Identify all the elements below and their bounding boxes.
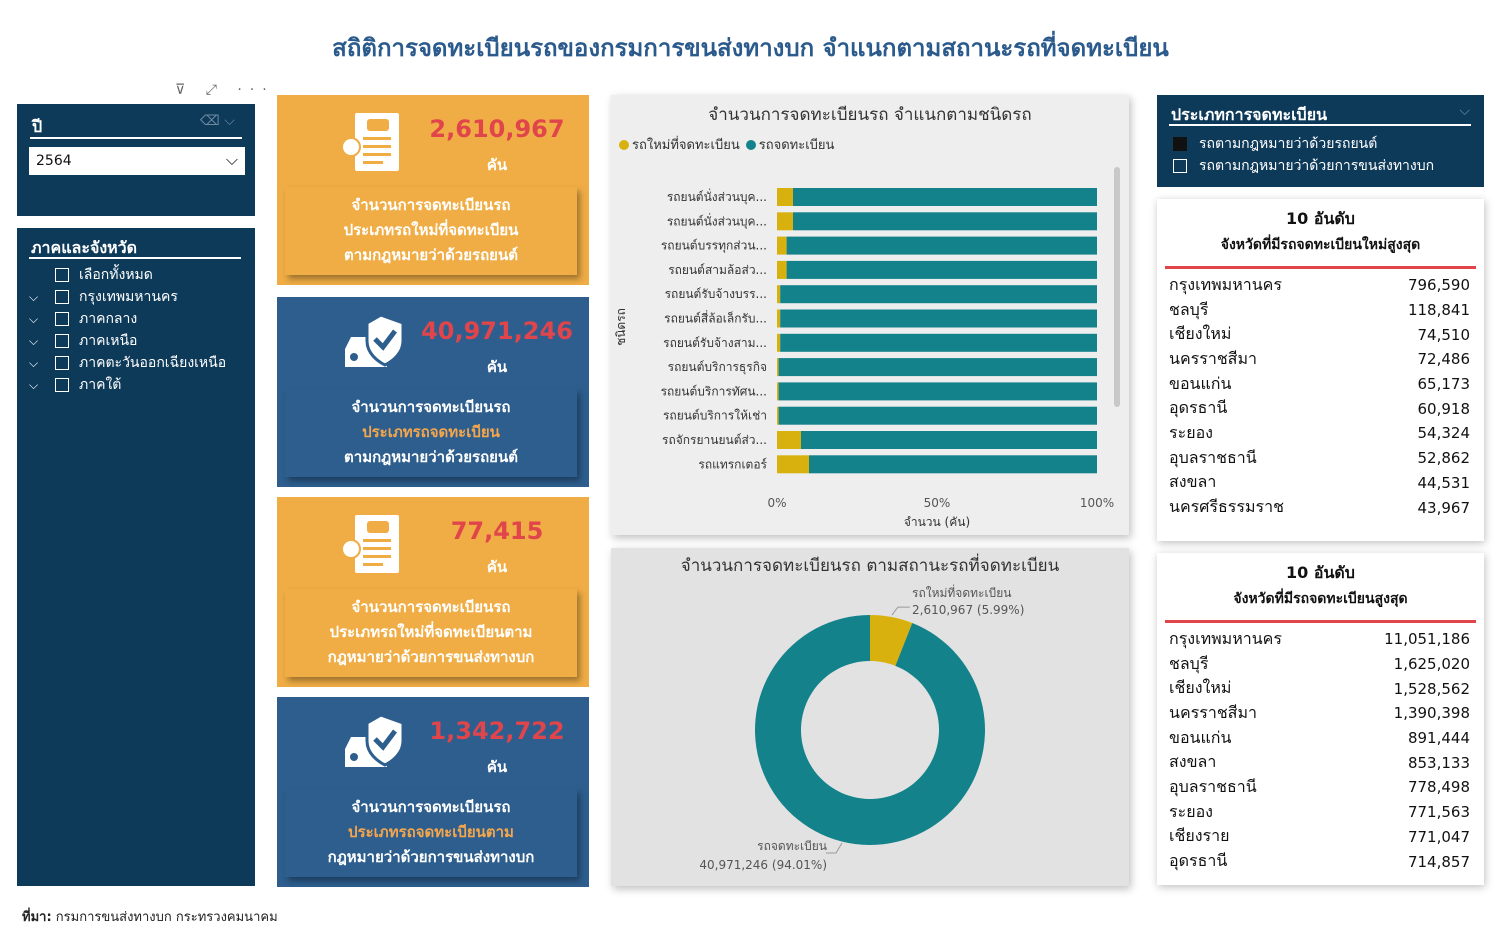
kpi-unit: คัน bbox=[486, 358, 508, 376]
kpi-desc-line3: ตามกฎหมายว่าด้วยรถยนต์ bbox=[344, 246, 518, 264]
top10-new-heading: 10 อันดับ bbox=[1286, 209, 1355, 228]
table-row bbox=[1157, 372, 1484, 397]
kpi-description bbox=[285, 589, 577, 677]
table-row bbox=[1157, 495, 1484, 520]
vehicle-type-bar-chart[interactable] bbox=[611, 95, 1129, 535]
y-tick-label: รถยนต์บรรทุกส่วน... bbox=[660, 238, 767, 253]
registration-count: 891,444 bbox=[1407, 729, 1470, 748]
kpi-desc-line1: จำนวนการจดทะเบียนรถ bbox=[351, 598, 511, 616]
registration-count: 44,531 bbox=[1417, 473, 1470, 492]
table-row bbox=[1157, 421, 1484, 446]
bar-new[interactable] bbox=[777, 455, 809, 473]
region-item-label: ภาคกลาง bbox=[79, 311, 138, 327]
province-name: เชียงใหม่ bbox=[1169, 324, 1232, 344]
region-item[interactable] bbox=[29, 352, 226, 374]
kpi-desc-line3: กฎหมายว่าด้วยการขนส่งทางบก bbox=[327, 848, 535, 866]
leader-line bbox=[826, 843, 842, 853]
certificate-icon bbox=[337, 509, 409, 581]
checkbox[interactable] bbox=[55, 356, 69, 370]
bar-registered[interactable] bbox=[793, 212, 1097, 230]
x-tick-label: 50% bbox=[923, 496, 951, 510]
type-option-transport-act[interactable]: รถตามกฎหมายว่าด้วยการขนส่งทางบก bbox=[1173, 155, 1434, 177]
region-slicer-label: ภาคและจังหวัด bbox=[31, 238, 138, 257]
kpi-value: 77,415 bbox=[450, 517, 544, 545]
divider bbox=[1165, 620, 1476, 623]
y-tick-label: รถยนต์นั่งส่วนบุค... bbox=[666, 190, 767, 204]
region-item[interactable] bbox=[29, 308, 226, 330]
kpi-desc-line2: ประเภทรถใหม่ที่จดทะเบียนตาม bbox=[329, 623, 533, 641]
x-tick-label: 0% bbox=[767, 496, 787, 510]
bar-new[interactable] bbox=[777, 285, 780, 303]
province-name: กรุงเทพมหานคร bbox=[1169, 628, 1282, 648]
bar-chart-canvas bbox=[611, 95, 1129, 535]
donut-chart-title: จำนวนการจดทะเบียนรถ ตามสถานะรถที่จดทะเบียน bbox=[680, 556, 1060, 576]
bar-new[interactable] bbox=[777, 212, 793, 230]
table-row bbox=[1157, 396, 1484, 421]
legend-item-new[interactable]: รถใหม่ที่จดทะเบียน bbox=[619, 134, 740, 155]
chevron-down-icon: ⌵ bbox=[225, 150, 238, 169]
bar-registered[interactable] bbox=[779, 358, 1097, 376]
registration-count: 52,862 bbox=[1417, 449, 1470, 468]
province-name: ขอนแก่น bbox=[1169, 727, 1232, 747]
registration-count: 1,390,398 bbox=[1393, 704, 1470, 723]
table-row bbox=[1157, 849, 1484, 874]
bar-new[interactable] bbox=[777, 188, 793, 206]
checkbox[interactable] bbox=[55, 268, 69, 282]
divider bbox=[1169, 124, 1471, 126]
kpi-card bbox=[277, 497, 589, 687]
donut-chart-canvas bbox=[611, 548, 1129, 886]
bar-new[interactable] bbox=[777, 237, 787, 255]
table-row bbox=[1157, 750, 1484, 775]
checkbox-checked[interactable] bbox=[1173, 137, 1187, 151]
region-item-label: ภาคใต้ bbox=[79, 377, 122, 393]
bar-registered[interactable] bbox=[779, 382, 1097, 400]
chevron-down-icon[interactable]: ⌵ bbox=[29, 377, 39, 392]
page-title: สถิติการจดทะเบียนรถของกรมการขนส่งทางบก จำแนกตามสถานะรถที่จดทะเบียน bbox=[332, 34, 1169, 62]
kpi-unit: คัน bbox=[486, 558, 508, 576]
top10-new-subheading: จังหวัดที่มีรถจดทะเบียนใหม่สูงสุด bbox=[1220, 237, 1421, 253]
source-note bbox=[22, 906, 278, 927]
top10-new-table bbox=[1157, 199, 1484, 541]
top10-all-heading: 10 อันดับ bbox=[1286, 563, 1355, 582]
kpi-desc-line1: จำนวนการจดทะเบียนรถ bbox=[351, 798, 511, 816]
table-row bbox=[1157, 825, 1484, 850]
table-row bbox=[1157, 347, 1484, 372]
registration-count: 1,625,020 bbox=[1393, 655, 1470, 674]
province-name: สงขลา bbox=[1169, 752, 1217, 772]
province-name: ระยอง bbox=[1169, 801, 1213, 821]
province-name: นครศรีธรรมราช bbox=[1169, 497, 1284, 517]
bar-registered[interactable] bbox=[787, 261, 1097, 279]
x-axis-label: จำนวน (คัน) bbox=[903, 515, 971, 529]
province-name: นครราชสีมา bbox=[1169, 702, 1257, 722]
chevron-down-icon[interactable]: ⌵ bbox=[29, 355, 39, 370]
bar-registered[interactable] bbox=[780, 310, 1097, 328]
table-row bbox=[1157, 273, 1484, 298]
y-tick-label: รถยนต์สี่ล้อเล็กรับ... bbox=[664, 311, 767, 326]
bar-new[interactable] bbox=[777, 310, 780, 328]
province-name: ชลบุรี bbox=[1169, 653, 1209, 673]
table-row bbox=[1157, 446, 1484, 471]
table-row bbox=[1157, 652, 1484, 677]
kpi-description bbox=[285, 187, 577, 275]
bar-registered[interactable] bbox=[809, 455, 1097, 473]
region-item[interactable] bbox=[29, 286, 226, 308]
registration-count: 771,563 bbox=[1407, 803, 1470, 822]
bar-registered[interactable] bbox=[793, 188, 1097, 206]
bar-new[interactable] bbox=[777, 334, 780, 352]
y-tick-label: รถยนต์รับจ้างบรร... bbox=[664, 287, 767, 302]
region-item-label: กรุงเทพมหานคร bbox=[79, 289, 178, 305]
x-tick-label: 100% bbox=[1079, 496, 1115, 510]
checkbox[interactable] bbox=[1173, 159, 1187, 173]
y-tick-label: รถยนต์บริการให้เช่า bbox=[662, 408, 767, 423]
registration-count: 65,173 bbox=[1417, 375, 1470, 394]
kpi-unit: คัน bbox=[486, 156, 508, 174]
table-row bbox=[1157, 627, 1484, 652]
province-name: อุดรธานี bbox=[1169, 851, 1228, 871]
kpi-card bbox=[277, 297, 589, 487]
region-item[interactable] bbox=[29, 374, 226, 396]
legend-item-registered[interactable]: รถจดทะเบียน bbox=[746, 134, 835, 155]
kpi-card bbox=[277, 95, 589, 285]
checkbox[interactable] bbox=[55, 290, 69, 304]
leader-line bbox=[892, 607, 910, 615]
table-row bbox=[1157, 298, 1484, 323]
slice-value-registered: 40,971,246 (94.01%) bbox=[699, 858, 827, 872]
region-slicer bbox=[17, 228, 255, 886]
registration-count: 60,918 bbox=[1417, 399, 1470, 418]
car-shield-icon bbox=[337, 309, 409, 381]
divider bbox=[1165, 266, 1476, 269]
registration-count: 714,857 bbox=[1407, 852, 1470, 871]
bar-registered[interactable] bbox=[780, 334, 1097, 352]
source-label: ที่มา: bbox=[22, 910, 52, 925]
y-tick-label: รถจักรยานยนต์ส่ว... bbox=[662, 433, 767, 447]
eraser-icon[interactable]: ⌫ ⌵ bbox=[200, 113, 235, 129]
table-row bbox=[1157, 471, 1484, 496]
y-tick-label: รถยนต์บริการทัศน... bbox=[660, 384, 767, 399]
province-name: เชียงราย bbox=[1169, 826, 1230, 846]
table-row bbox=[1157, 726, 1484, 751]
registration-count: 43,967 bbox=[1417, 498, 1470, 517]
bar-registered[interactable] bbox=[779, 407, 1097, 425]
table-row bbox=[1157, 775, 1484, 800]
kpi-card bbox=[277, 697, 589, 887]
kpi-desc-line2: ประเภทรถจดทะเบียน bbox=[362, 423, 500, 441]
registration-count: 74,510 bbox=[1417, 325, 1470, 344]
bar-new[interactable] bbox=[777, 382, 779, 400]
bar-new[interactable] bbox=[777, 407, 779, 425]
region-item-label: เลือกทั้งหมด bbox=[79, 267, 153, 283]
province-name: อุบลราชธานี bbox=[1169, 776, 1257, 796]
kpi-description bbox=[285, 389, 577, 477]
checkbox[interactable] bbox=[55, 312, 69, 326]
registration-count: 118,841 bbox=[1407, 301, 1470, 320]
region-item[interactable] bbox=[29, 330, 226, 352]
year-dropdown[interactable] bbox=[29, 147, 245, 175]
province-name: เชียงใหม่ bbox=[1169, 678, 1232, 698]
chevron-down-icon[interactable]: ⌵ bbox=[29, 333, 39, 348]
divider bbox=[30, 137, 242, 139]
status-donut-chart[interactable] bbox=[611, 548, 1129, 886]
checkbox[interactable] bbox=[55, 334, 69, 348]
slice-value-new: 2,610,967 (5.99%) bbox=[912, 603, 1025, 617]
registration-type-label: ประเภทการจดทะเบียน bbox=[1171, 105, 1328, 124]
registration-count: 778,498 bbox=[1407, 778, 1470, 797]
chevron-down-icon[interactable]: ⌵ bbox=[29, 289, 39, 304]
bar-chart-scrollbar[interactable] bbox=[1114, 167, 1120, 407]
year-slicer bbox=[17, 104, 255, 216]
kpi-value: 40,971,246 bbox=[421, 317, 573, 345]
kpi-unit: คัน bbox=[486, 758, 508, 776]
region-list bbox=[29, 264, 226, 396]
kpi-value: 2,610,967 bbox=[429, 115, 565, 143]
registration-count: 796,590 bbox=[1407, 276, 1470, 295]
province-name: กรุงเทพมหานคร bbox=[1169, 274, 1282, 294]
region-item-label: ภาคตะวันออกเฉียงเหนือ bbox=[79, 355, 227, 371]
registration-type-slicer bbox=[1157, 95, 1484, 187]
bar-registered[interactable] bbox=[780, 285, 1097, 303]
kpi-desc-line1: จำนวนการจดทะเบียนรถ bbox=[351, 398, 511, 416]
year-dropdown-value: 2564 bbox=[36, 153, 72, 169]
slice-label-registered: รถจดทะเบียน bbox=[757, 839, 827, 853]
kpi-desc-line2: ประเภทรถใหม่ที่จดทะเบียน bbox=[343, 221, 519, 239]
slice-registered[interactable] bbox=[755, 615, 985, 845]
registration-count: 1,528,562 bbox=[1393, 679, 1470, 698]
visual-header-icons[interactable]: ⊽ ⤢ ··· bbox=[175, 82, 275, 98]
registration-count: 853,133 bbox=[1407, 753, 1470, 772]
kpi-desc-line2: ประเภทรถจดทะเบียนตาม bbox=[348, 823, 514, 841]
y-tick-label: รถยนต์รับจ้างสาม... bbox=[663, 335, 767, 350]
province-name: ขอนแก่น bbox=[1169, 373, 1232, 393]
region-item-label: ภาคเหนือ bbox=[79, 333, 138, 349]
kpi-desc-line3: ตามกฎหมายว่าด้วยรถยนต์ bbox=[344, 448, 518, 466]
province-name: ชลบุรี bbox=[1169, 299, 1209, 319]
bar-new[interactable] bbox=[777, 358, 779, 376]
region-item[interactable] bbox=[29, 264, 226, 286]
checkbox[interactable] bbox=[55, 378, 69, 392]
kpi-desc-line3: กฎหมายว่าด้วยการขนส่งทางบก bbox=[327, 648, 535, 666]
certificate-icon bbox=[337, 107, 409, 179]
bar-new[interactable] bbox=[777, 431, 801, 449]
registration-count: 72,486 bbox=[1417, 350, 1470, 369]
table-row bbox=[1157, 676, 1484, 701]
bar-registered[interactable] bbox=[787, 237, 1097, 255]
registration-count: 771,047 bbox=[1407, 827, 1470, 846]
chevron-down-icon[interactable]: ⌵ bbox=[1459, 103, 1470, 119]
bar-chart-title: จำนวนการจดทะเบียนรถ จำแนกตามชนิดรถ bbox=[708, 105, 1032, 125]
top10-all-subheading: จังหวัดที่มีรถจดทะเบียนสูงสุด bbox=[1233, 591, 1408, 607]
source-text: กรมการขนส่งทางบก กระทรวงคมนาคม bbox=[55, 910, 278, 925]
car-shield-icon bbox=[337, 709, 409, 781]
bar-new[interactable] bbox=[777, 261, 787, 279]
top10-all-table bbox=[1157, 553, 1484, 885]
province-name: สงขลา bbox=[1169, 472, 1217, 492]
y-axis-label: ชนิดรถ bbox=[614, 308, 628, 346]
kpi-description bbox=[285, 789, 577, 877]
registration-count: 54,324 bbox=[1417, 424, 1470, 443]
kpi-desc-line1: จำนวนการจดทะเบียนรถ bbox=[351, 196, 511, 214]
province-name: นครราชสีมา bbox=[1169, 348, 1257, 368]
y-tick-label: รถยนต์สามล้อส่ว... bbox=[668, 262, 767, 277]
table-row bbox=[1157, 322, 1484, 347]
province-name: อุบลราชธานี bbox=[1169, 447, 1257, 467]
year-slicer-label: ปี bbox=[32, 117, 43, 136]
y-tick-label: รถยนต์บริการธุรกิจ bbox=[667, 360, 767, 375]
divider bbox=[29, 257, 241, 259]
province-name: อุดรธานี bbox=[1169, 398, 1228, 418]
province-name: ระยอง bbox=[1169, 422, 1213, 442]
chevron-down-icon[interactable]: ⌵ bbox=[29, 311, 39, 326]
slice-label-new: รถใหม่ที่จดทะเบียน bbox=[912, 586, 1012, 600]
table-row bbox=[1157, 800, 1484, 825]
kpi-value: 1,342,722 bbox=[429, 717, 565, 745]
type-option-motor-act[interactable]: รถตามกฎหมายว่าด้วยรถยนต์ bbox=[1173, 133, 1377, 155]
table-row bbox=[1157, 701, 1484, 726]
bar-registered[interactable] bbox=[801, 431, 1097, 449]
y-tick-label: รถยนต์นั่งส่วนบุค... bbox=[666, 214, 767, 229]
y-tick-label: รถแทรกเตอร์ bbox=[698, 457, 767, 472]
registration-count: 11,051,186 bbox=[1384, 630, 1470, 649]
